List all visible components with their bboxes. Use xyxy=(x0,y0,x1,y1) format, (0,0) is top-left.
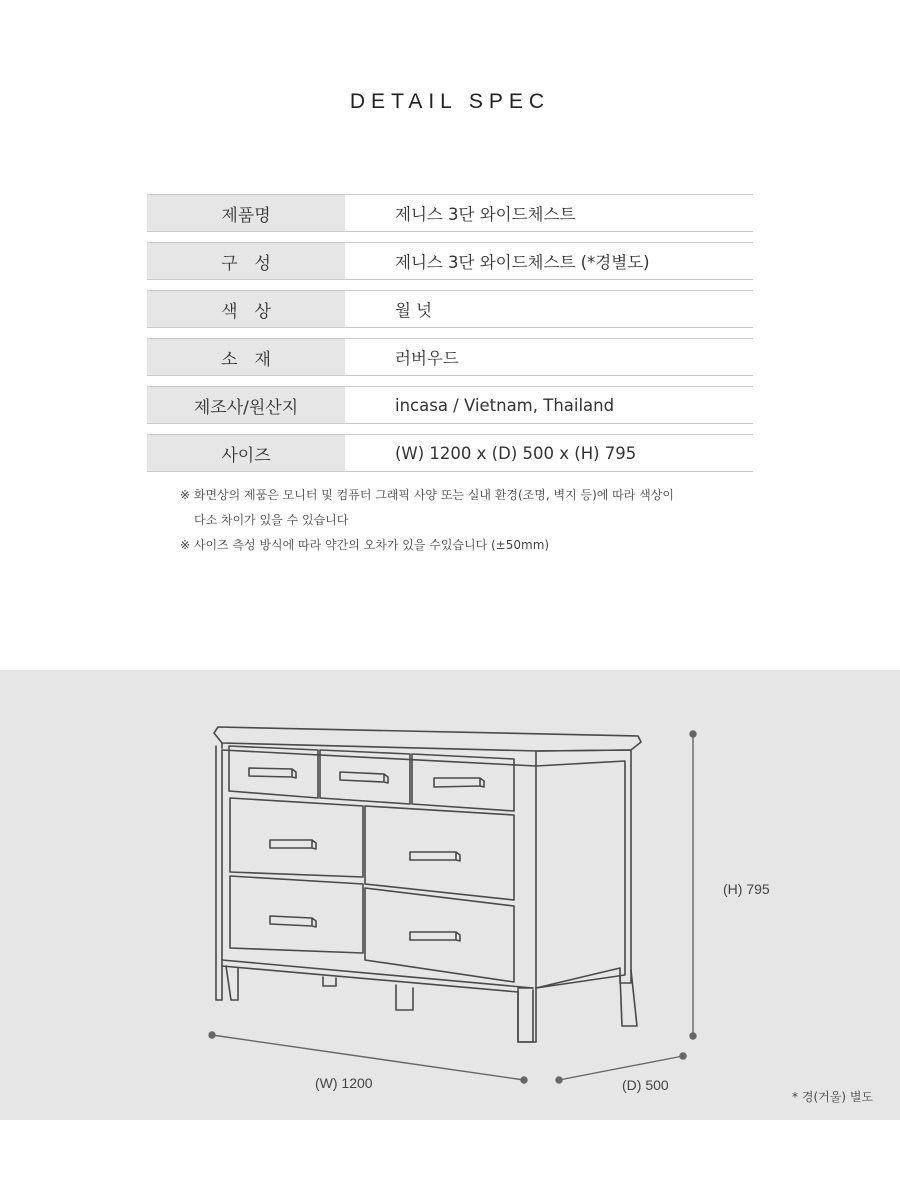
spec-label: 소 재 xyxy=(147,339,345,375)
spec-value: (W) 1200 x (D) 500 x (H) 795 xyxy=(395,443,637,463)
drawer-handle xyxy=(270,840,316,849)
spec-value: 제니스 3단 와이드체스트 (*경별도) xyxy=(395,253,650,272)
chest-side-panel xyxy=(536,750,631,988)
note-color-cont: 다소 차이가 있을 수 있습니다 xyxy=(194,513,349,527)
drawer-bottom-right xyxy=(365,888,514,982)
chest-leg-front-right xyxy=(518,990,533,1042)
drawer-middle-left xyxy=(230,798,363,877)
width-label: (W) 1200 xyxy=(315,1075,373,1091)
drawer-handle xyxy=(270,916,316,927)
drawer-handle xyxy=(410,932,460,941)
chest-top xyxy=(214,727,641,751)
drawer-handle xyxy=(434,778,484,787)
chest-leg-back-right xyxy=(620,970,637,1026)
drawer-handle xyxy=(340,772,388,783)
height-label: (H) 795 xyxy=(723,881,770,897)
spec-label: 사이즈 xyxy=(147,435,345,471)
notes xyxy=(180,483,760,558)
spec-row-material xyxy=(147,338,753,376)
spec-row-color xyxy=(147,290,753,328)
chest-front-frame xyxy=(216,746,222,1000)
drawer-handle xyxy=(249,768,296,778)
note-size: ※ 사이즈 측성 방식에 따라 약간의 오차가 있을 수있습니다 (±50mm) xyxy=(180,538,550,552)
spec-label: 구 성 xyxy=(147,243,345,279)
spec-value: 월 넛 xyxy=(395,301,433,320)
page-title: DETAIL SPEC xyxy=(349,90,551,113)
spec-table xyxy=(147,194,753,482)
spec-row-product-name xyxy=(147,194,753,232)
spec-row-size xyxy=(147,434,753,472)
chest-leg-front-left xyxy=(226,966,238,1000)
drawer-bottom-left xyxy=(230,876,363,953)
spec-value: 러버우드 xyxy=(395,349,459,368)
note-color: ※ 화면상의 제품은 모니터 및 컴퓨터 그래픽 사양 또는 실내 환경(조명, 벽지 등)에 따라 색상이 xyxy=(180,488,674,502)
drawer-middle-right xyxy=(365,806,514,900)
spec-value: incasa / Vietnam, Thailand xyxy=(395,395,615,415)
depth-label: (D) 500 xyxy=(622,1077,669,1093)
spec-row-manufacturer xyxy=(147,386,753,424)
width-dimension-line xyxy=(212,1035,524,1080)
spec-label: 색 상 xyxy=(147,291,345,327)
drawer-handle xyxy=(410,852,460,861)
spec-row-composition xyxy=(147,242,753,280)
dimension-diagram xyxy=(0,670,900,1120)
mirror-note: * 경(거울) 별도 xyxy=(792,1090,873,1104)
spec-label: 제품명 xyxy=(147,195,345,231)
chest-leg-back-left xyxy=(396,985,413,1010)
spec-value: 제니스 3단 와이드체스트 xyxy=(395,205,576,224)
spec-label: 제조사/원산지 xyxy=(147,387,345,423)
